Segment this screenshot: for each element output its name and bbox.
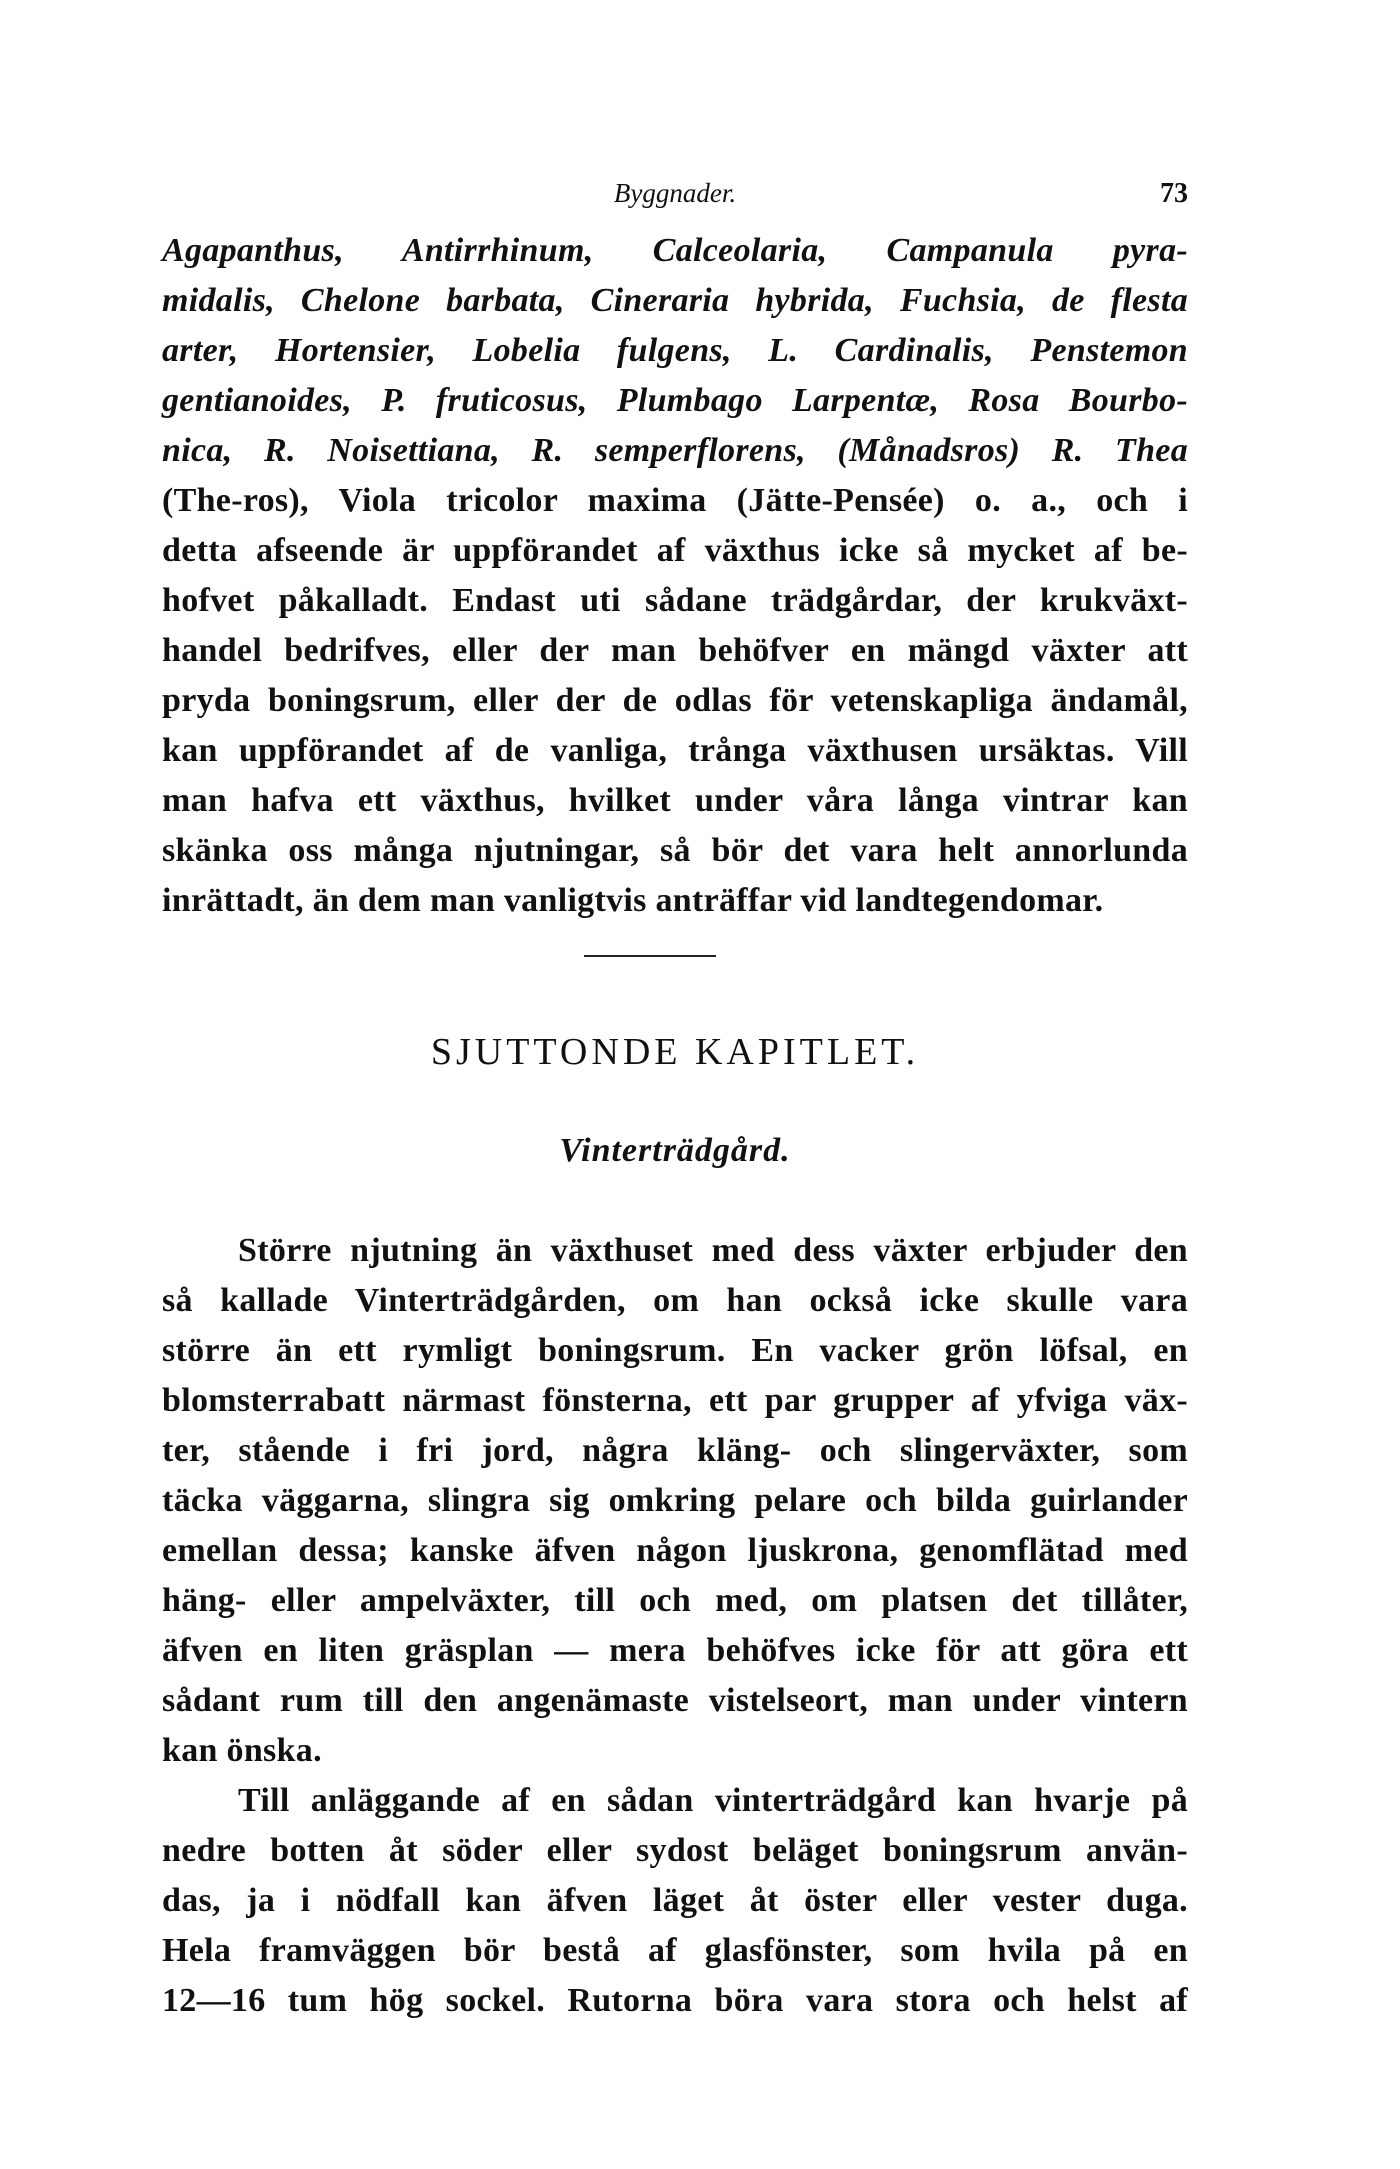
text-line: Hela framväggen bör bestå af glasfönster, som hvila på en [162, 1932, 1188, 1969]
page-number: 73 [1160, 178, 1188, 209]
text-line: blomsterrabatt närmast fönsterna, ett par grupper af yfviga väx- [162, 1382, 1188, 1419]
paragraph-2 [162, 1226, 1188, 1776]
text-line: äfven en liten gräsplan — mera behöfves icke för att göra ett [162, 1632, 1188, 1669]
text-line: kan uppförandet af de vanliga, trånga växthusen ursäktas. Vill [162, 732, 1188, 769]
text-line: så kallade Vinterträdgården, om han också icke skulle vara [162, 1282, 1188, 1319]
text-line: handel bedrifves, eller der man behöfver en mängd växter att [162, 632, 1188, 669]
text-line: sådant rum till den angenämaste vistelseort, man under vintern [162, 1682, 1188, 1719]
text-line: hofvet påkalladt. Endast uti sådane trädgårdar, der krukväxt- [162, 582, 1188, 619]
text-line: 12—16 tum hög sockel. Rutorna böra vara stora och helst af [162, 1982, 1188, 2019]
text-line: Agapanthus, Antirrhinum, Calceolaria, Campanula pyra- [162, 232, 1188, 269]
chapter-heading: SJUTTONDE KAPITLET. [430, 1031, 920, 1073]
text-line: pryda boningsrum, eller der de odlas för vetenskapliga ändamål, [162, 682, 1188, 719]
text-line: gentianoides, P. fruticosus, Plumbago Larpentæ, Rosa Bourbo- [162, 382, 1188, 419]
paragraph-3 [162, 1776, 1188, 2026]
running-title: Byggnader. [613, 178, 737, 208]
text-line: häng- eller ampelväxter, till och med, om platsen det tillåter, [162, 1582, 1188, 1619]
text-line: ter, stående i fri jord, några kläng- och slingerväxter, som [162, 1432, 1188, 1469]
text-line: arter, Hortensier, Lobelia fulgens, L. Cardinalis, Penstemon [162, 332, 1188, 369]
text-line: emellan dessa; kanske äfven någon ljuskrona, genomflätad med [162, 1532, 1188, 1569]
text-line: (The-ros), Viola tricolor maxima (Jätte-Pensée) o. a., och i [162, 482, 1188, 519]
text-line: Större njutning än växthuset med dess växter erbjuder den [238, 1232, 1188, 1269]
running-header [162, 178, 1188, 218]
top-paragraph [162, 226, 1188, 926]
text-line: täcka väggarna, slingra sig omkring pelare och bilda guirlander [162, 1482, 1188, 1519]
section-heading: Vinterträdgård. [559, 1132, 791, 1169]
text-line: man hafva ett växthus, hvilket under våra långa vintrar kan [162, 782, 1188, 819]
text-line: midalis, Chelone barbata, Cineraria hybrida, Fuchsia, de flesta [162, 282, 1188, 319]
text-line: nedre botten åt söder eller sydost beläget boningsrum använ- [162, 1832, 1188, 1869]
section-divider [584, 955, 716, 957]
text-line: detta afseende är uppförandet af växthus icke så mycket af be- [162, 532, 1188, 569]
text-line: Till anläggande af en sådan vinterträdgård kan hvarje på [238, 1782, 1188, 1819]
text-line: skänka oss många njutningar, så bör det vara helt annorlunda [162, 832, 1188, 869]
text-line: nica, R. Noisettiana, R. semperflorens, (Månadsros) R. Thea [162, 432, 1188, 469]
text-line: större än ett rymligt boningsrum. En vacker grön löfsal, en [162, 1332, 1188, 1369]
text-line: inrättadt, än dem man vanligtvis anträffar vid landtegendomar. [162, 882, 1104, 919]
text-line: das, ja i nödfall kan äfven läget åt öster eller vester duga. [162, 1882, 1188, 1919]
text-line: kan önska. [162, 1732, 322, 1769]
